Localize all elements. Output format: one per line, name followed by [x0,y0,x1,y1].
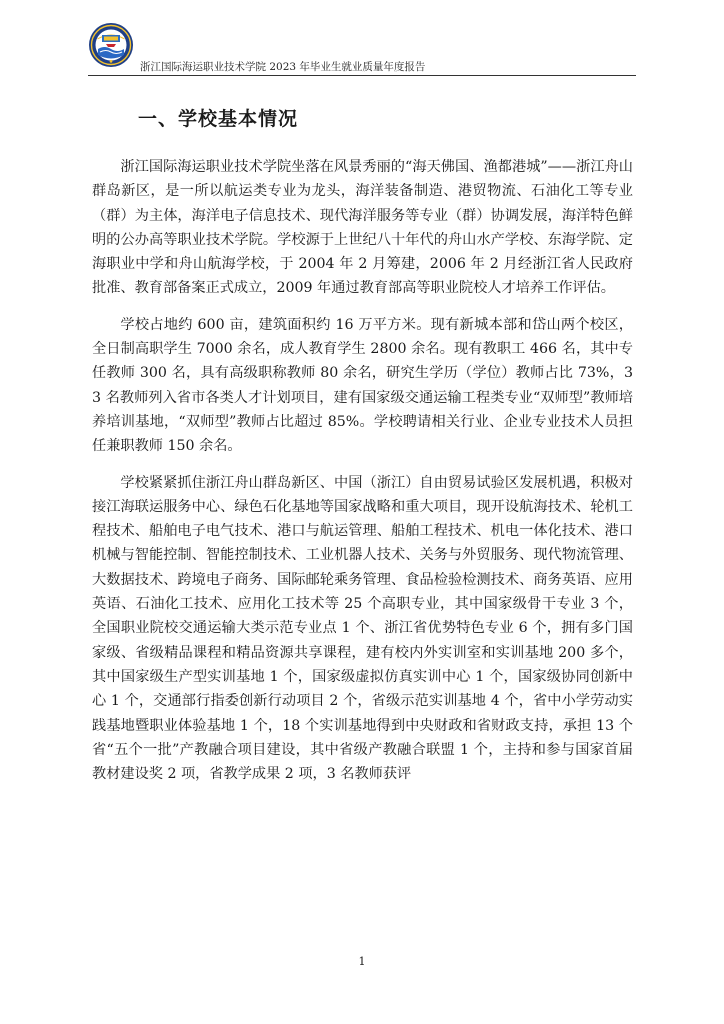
section-heading: 一、学校基本情况 [138,108,299,130]
report-header-title: 浙江国际海运职业技术学院 2023 年毕业生就业质量年度报告 [140,61,426,73]
school-emblem-icon [88,22,134,68]
page-header [88,22,636,76]
header-divider [88,75,636,76]
page-number: 1 [358,955,366,968]
paragraph-campus-and-staff: 学校占地约 600 亩，建筑面积约 16 万平方米。现有新城本部和岱山两个校区，全日制高职学生 7000 余名，成人教育学生 2800 余名。现有教职工 466 名，其中专任教师 300 名，具有高级职称教师 80 余名，研究生学历（学位）教师占比 73%，33 名教师列入省市各类人才计划项目，建有国家级交通运输工程类专业“双师型”教师培养培训基地，“双师型”教师占比超过 85%。学校聘请相关行业、企业专业技术人员担任兼职教师 150 余名。 [92,316,633,455]
paragraph-majors-and-facilities: 学校紧紧抓住浙江舟山群岛新区、中国（浙江）自由贸易试验区发展机遇，积极对接江海联运服务中心、绿色石化基地等国家战略和重大项目，现开设航海技术、轮机工程技术、船舶电子电气技术、港口与航运管理、船舶工程技术、机电一体化技术、港口机械与智能控制、智能控制技术、工业机器人技术、关务与外贸服务、现代物流管理、大数据技术、跨境电子商务、国际邮轮乘务管理、食品检验检测技术、商务英语、应用英语、石油化工技术、应用化工技术等 25 个高职专业，其中国家级骨干专业 3 个，全国职业院校交通运输大类示范专业点 1 个、浙江省优势特色专业 6 个，拥有多门国家级、省级精品课程和精品资源共享课程，建有校内外实训室和实训基地 200 多个，其中国家级生产型实训基地 1 个，国家级虚拟仿真实训中心 1 个，国家级协同创新中心 1 个，交通部行指委创新行动项目 2 个，省级示范实训基地 4 个，省中小学劳动实践基地暨职业体验基地 1 个，18 个实训基地得到中央财政和省财政支持，承担 13 个省“五个一批”产教融合项目建设，其中省级产教融合联盟 1 个，主持和参与国家首届教材建设奖 2 项，省教学成果 2 项，3 名教师获评 [92,474,633,783]
body-text [92,155,633,798]
paragraph-school-overview: 浙江国际海运职业技术学院坐落在风景秀丽的“海天佛国、渔都港城”——浙江舟山群岛新区，是一所以航运类专业为龙头，海洋装备制造、港贸物流、石油化工等专业（群）为主体，海洋电子信息技术、现代海洋服务等专业（群）协调发展，海洋特色鲜明的公办高等职业技术学院。学校源于上世纪八十年代的舟山水产学校、东海学院、定海职业中学和舟山航海学校，于 2004 年 2 月筹建，2006 年 2 月经浙江省人民政府批准、教育部备案正式成立，2009 年通过教育部高等职业院校人才培养工作评估。 [92,159,633,297]
